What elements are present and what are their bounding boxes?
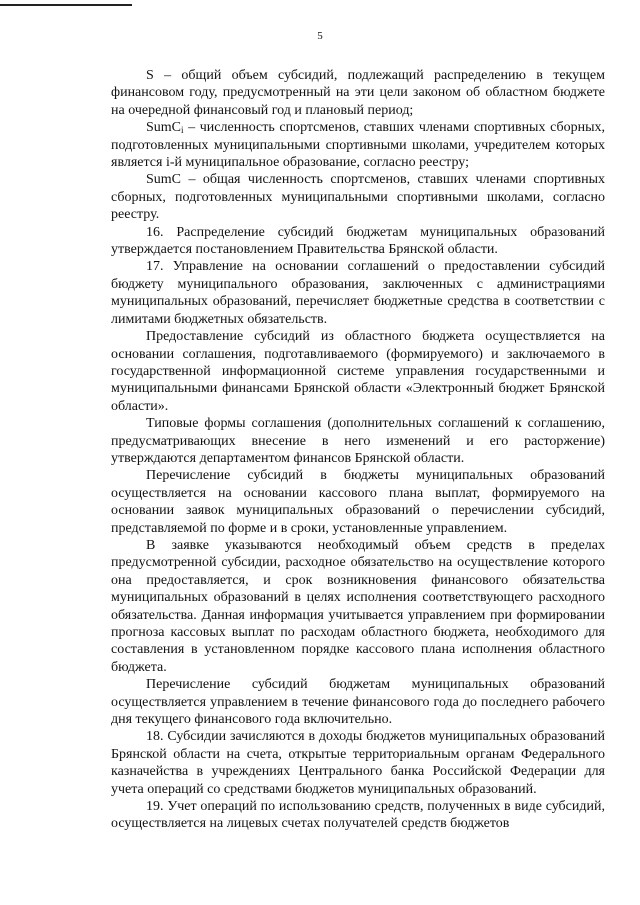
paragraph-2-subscript: i <box>181 125 184 136</box>
paragraph-1: S – общий объем субсидий, подлежащий распределению в текущем финансовом году, предусмотренный на эти цели законом об областном бюджете на очередной финансовый год и плановый период; <box>111 68 605 118</box>
page-number: 5 <box>317 30 323 42</box>
paragraph-3: SumC – общая численность спортсменов, ставших членами спортивных сборных, подготовленных муниципальными спортивными школами, согласно реестру. <box>111 172 605 223</box>
paragraph-10: Перечисление субсидий бюджетам муниципальных образований осуществляется управлением в течение финансового года до последнего рабочего дня текущего финансового года включительно. <box>111 677 605 728</box>
paragraph-9: В заявке указываются необходимый объем средств в пределах предусмотренной субсидии, расходное обязательство на осуществление которого она предоставляется, и срок возникновения финансового обязательства муниципальных образований в целях исполнения соответствующего расходного обязательства. Данная информация учитывается управлением при формировании прогноза кассовых выплат по расходам областного бюджета, необходимого для составления в установленном порядке кассового плана исполнения областного бюджета. <box>111 537 605 675</box>
paragraph-12: 19. Учет операций по использованию средств, полученных в виде субсидий, осуществляется на лицевых счетах получателей средств бюджетов <box>111 799 605 832</box>
paragraph-4: 16. Распределение субсидий бюджетам муниципальных образований утверждается постановлением Правительства Брянской области. <box>111 224 605 258</box>
paragraph-2 <box>111 119 605 171</box>
paragraph-11: 18. Субсидии зачисляются в доходы бюджетов муниципальных образований Брянской области на счета, открытые территориальным органам Федерального казначейства в учреждениях Центрального банка Российской Федерации для учета операций со средствами бюджетов муниципальных образований. <box>111 729 605 797</box>
paragraph-2-text: – численность спортсменов, ставших членами спортивных сборных, подготовленных муниципальными спортивными школами, учредителем которых является i-й муниципальное образование, согласно реестру; <box>111 120 605 171</box>
paragraph-6: Предоставление субсидий из областного бюджета осуществляется на основании соглашения, подготавливаемого (формируемого) и заключаемого в государственной информационной системе управления государственными и муниципальными финансами Брянской области «Электронный бюджет Брянской области». <box>111 329 605 414</box>
paragraph-5: 17. Управление на основании соглашений о предоставлении субсидий бюджету муниципального образования, заключенных с администрациями муниципальных образований, перечисляет бюджетные средства в соответствии с лимитами бюджетных обязательств. <box>111 259 605 327</box>
paragraph-7: Типовые формы соглашения (дополнительных соглашений к соглашению, предусматривающих внесение в него изменений и его расторжение) утверждаются департаментом финансов Брянской области. <box>111 416 605 466</box>
paragraph-2-symbol: SumC <box>146 120 182 136</box>
document-body <box>111 67 605 833</box>
header-rule <box>0 4 132 6</box>
paragraph-8: Перечисление субсидий в бюджеты муниципальных образований осуществляется на основании кассового плана выплат, формируемого на основании заявок муниципальных образований о перечислении субсидий, представляемой по форме и в сроки, установленные управлением. <box>111 468 605 536</box>
